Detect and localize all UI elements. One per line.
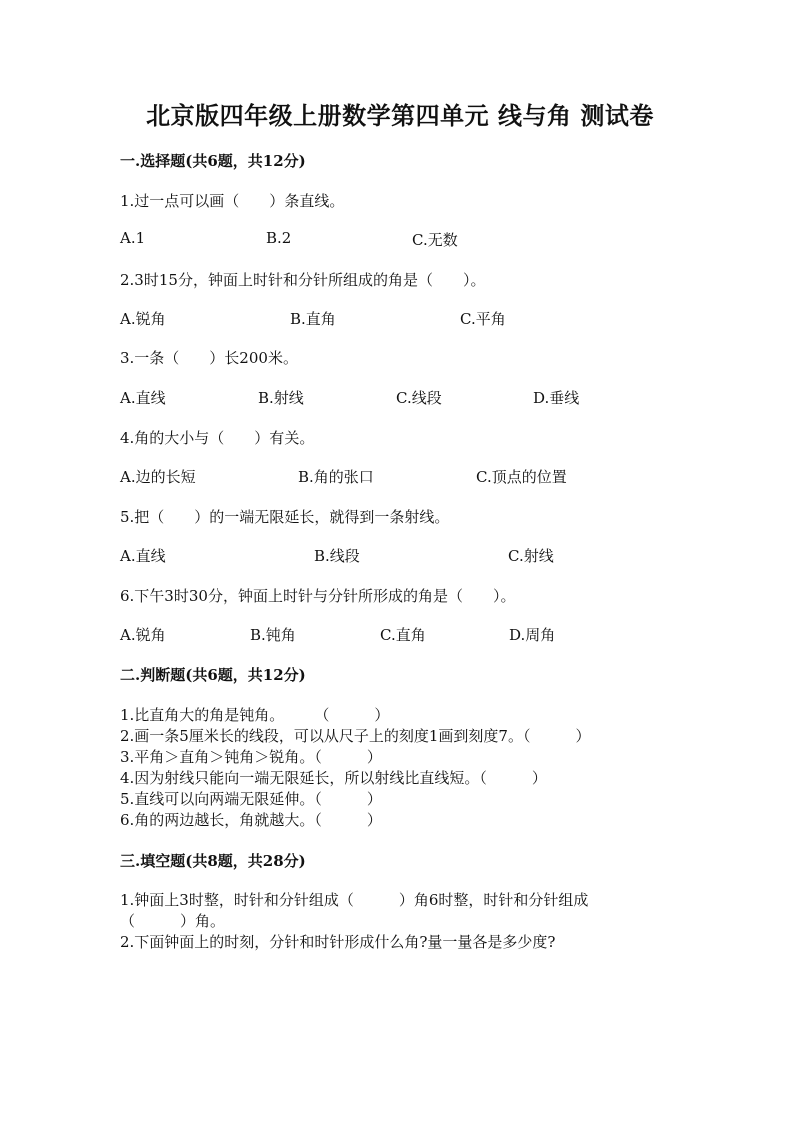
fill-blank-line: 2.下面钟面上的时刻，分针和时针形成什么角?量一量各是多少度? xyxy=(120,933,556,951)
option-a: A.锐角 xyxy=(120,310,166,328)
true-false-item: 2.画一条5厘米长的线段，可以从尺子上的刻度1画到刻度7。（ ） xyxy=(120,727,591,745)
option-c: C.线段 xyxy=(396,389,442,407)
true-false-item: 3.平角＞直角＞钝角＞锐角。（ ） xyxy=(120,748,382,766)
section-heading-fill-blank: 三.填空题(共8题，共28分) xyxy=(120,852,306,870)
question-text: 5.把（ ）的一端无限延长，就得到一条射线。 xyxy=(120,508,450,526)
true-false-item: 1.比直角大的角是钝角。 （ ） xyxy=(120,706,390,724)
option-a: A.1 xyxy=(120,229,146,247)
option-b: B.直角 xyxy=(290,310,336,328)
option-c: C.无数 xyxy=(412,231,458,249)
section-heading-true-false: 二.判断题(共6题，共12分) xyxy=(120,666,306,684)
question-text: 1.过一点可以画（ ）条直线。 xyxy=(120,192,345,210)
option-b: B.钝角 xyxy=(250,626,296,644)
option-a: A.锐角 xyxy=(120,626,166,644)
question-text: 3.一条（ ）长200米。 xyxy=(120,349,298,367)
option-c: C.平角 xyxy=(460,310,506,328)
page-title: 北京版四年级上册数学第四单元 线与角 测试卷 xyxy=(146,101,654,130)
fill-blank-line: （ ）角。 xyxy=(120,912,226,930)
true-false-item: 5.直线可以向两端无限延伸。（ ） xyxy=(120,790,382,808)
true-false-item: 4.因为射线只能向一端无限延长，所以射线比直线短。（ ） xyxy=(120,769,547,787)
option-a: A.直线 xyxy=(120,389,166,407)
option-d: D.周角 xyxy=(509,626,556,644)
option-d: D.垂线 xyxy=(533,389,580,407)
question-text: 2.3时15分，钟面上时针和分针所组成的角是（ ）。 xyxy=(120,271,486,289)
option-a: A.直线 xyxy=(120,547,166,565)
true-false-item: 6.角的两边越长，角就越大。（ ） xyxy=(120,811,382,829)
option-c: C.直角 xyxy=(380,626,426,644)
option-c: C.射线 xyxy=(508,547,554,565)
option-b: B.射线 xyxy=(258,389,304,407)
question-text: 6.下午3时30分，钟面上时针与分针所形成的角是（ ）。 xyxy=(120,587,516,605)
option-a: A.边的长短 xyxy=(120,468,196,486)
fill-blank-line: 1.钟面上3时整，时针和分针组成（ ）角6时整，时针和分针组成 xyxy=(120,891,589,909)
option-c: C.顶点的位置 xyxy=(476,468,567,486)
question-text: 4.角的大小与（ ）有关。 xyxy=(120,429,315,447)
option-b: B.2 xyxy=(266,229,292,247)
section-heading-choice: 一.选择题(共6题，共12分) xyxy=(120,152,306,170)
option-b: B.角的张口 xyxy=(298,468,374,486)
option-b: B.线段 xyxy=(314,547,360,565)
